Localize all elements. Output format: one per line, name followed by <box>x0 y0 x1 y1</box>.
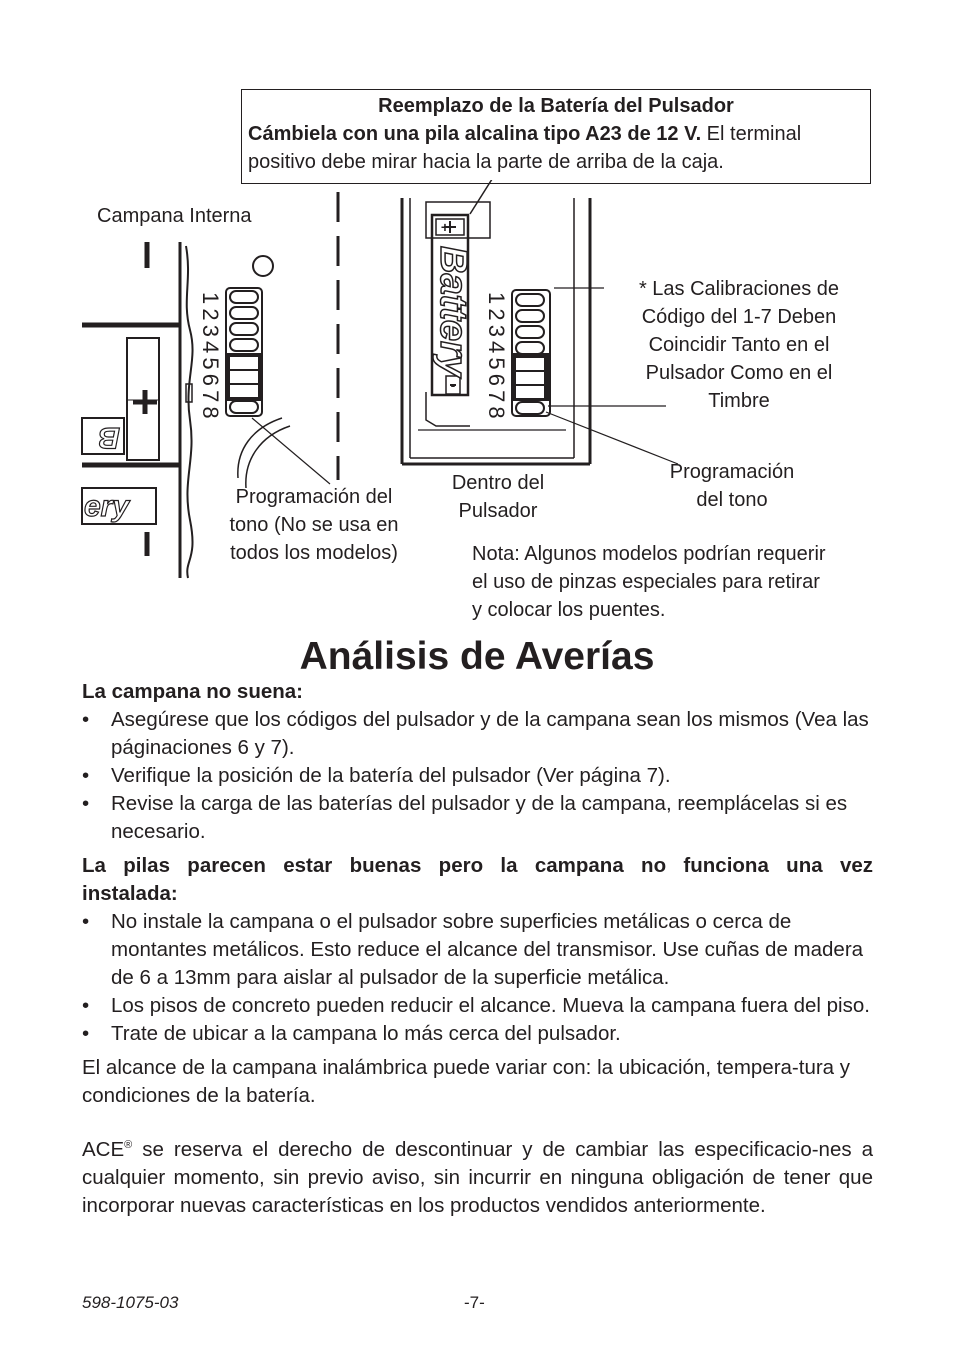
chime-wave-line <box>186 246 193 578</box>
section1-heading: La campana no suena: <box>82 680 304 703</box>
prog-left-line: Programación del <box>235 486 393 508</box>
range-note: El alcance de la campana inalámbrica puede variar con: la ubicación, tempera-tura y condiciones de la batería. <box>82 1056 851 1107</box>
list-item: • Trate de ubicar a la campana lo más cerca del pulsador. <box>82 1020 873 1048</box>
prog-tono-right-label <box>640 458 824 514</box>
leader-left-prog <box>252 418 330 484</box>
battery-plus-sign: + <box>440 219 450 235</box>
ace-text: se reserva el derecho de descontinuar y de cambiar las especificacio-nes a cualquier momento, sin previo aviso, sin incurrir en ninguna obligación de tener que incorporar nuevas características en los productos vendidos anteriormente. <box>82 1138 873 1217</box>
section1-list <box>82 706 873 846</box>
section2-list <box>82 908 873 1048</box>
callout-line2-rest: El terminal <box>701 123 802 145</box>
calib-line: Coincidir Tanto en el <box>648 334 830 356</box>
callout-line2 <box>248 120 864 148</box>
leader-right-prog <box>546 412 678 464</box>
nota-line: y colocar los puentes. <box>472 599 666 621</box>
battery-label: Battery <box>432 246 474 377</box>
ace-brand: ACE <box>82 1138 125 1161</box>
page-number: -7- <box>464 1293 485 1312</box>
dentro-line: Pulsador <box>458 500 538 522</box>
calib-line: Pulsador Como en el <box>645 362 833 384</box>
page-title: Análisis de Averías <box>299 635 655 678</box>
prog-left-line: tono (No se usa en <box>229 514 399 536</box>
calib-line: Código del 1-7 Deben <box>641 306 837 328</box>
campana-interna-label: Campana Interna <box>97 205 252 227</box>
list-item: • Los pisos de concreto pueden reducir el alcance. Mueva la campana fuera del piso. <box>82 992 873 1020</box>
list-item: • Revise la carga de las baterías del pulsador y de la campana, reemplácelas si es necesario. <box>82 790 873 846</box>
prog-right-line: del tono <box>696 489 768 511</box>
dip-numbers-right: 1 2 3 4 5 6 7 8 <box>484 292 509 418</box>
nota-line: el uso de pinzas especiales para retirar <box>472 571 820 593</box>
registered-mark: ® <box>124 1139 133 1152</box>
battery-partial-top: B <box>98 421 120 454</box>
list-item: • No instale la campana o el pulsador sobre superficies metálicas o cerca de montantes metálicos. Esto reduce el alcance del transmisor. Use cuñas de madera de 6 a 13mm para aislar al pulsador de la superficie metálica. <box>82 908 873 992</box>
list-item: • Asegúrese que los códigos del pulsador y de la campana sean los mismos (Vea las páginaciones 6 y 7). <box>82 706 873 762</box>
nota-line: Nota: Algunos modelos podrían requerir <box>472 543 826 565</box>
battery-minus-sign: - <box>450 377 456 393</box>
battery-replacement-callout <box>241 89 871 184</box>
dip-numbers-left: 1 2 3 4 5 6 7 8 <box>198 292 223 418</box>
calib-line: Timbre <box>708 390 770 412</box>
prog-left-line: todos los modelos) <box>230 542 398 564</box>
dentro-line: Dentro del <box>451 472 545 494</box>
prog-right-line: Programación <box>669 461 795 483</box>
calibration-note <box>606 275 872 415</box>
part-number: 598-1075-03 <box>82 1293 179 1312</box>
callout-title: Reemplazo de la Batería del Pulsador <box>378 95 734 117</box>
dentro-pulsador-label <box>432 469 564 525</box>
nota-label <box>472 540 882 624</box>
calib-line: * Las Calibraciones de <box>638 278 840 300</box>
dip-switch-left <box>226 288 262 416</box>
list-item: • Verifique la posición de la batería del pulsador (Ver página 7). <box>82 762 873 790</box>
callout-line2-bold: Cámbiela con una pila alcalina tipo A23 de 12 V. <box>248 123 702 145</box>
callout-line3: positivo debe mirar hacia la parte de arriba de la caja. <box>248 151 724 173</box>
battery-partial-bottom: ery <box>84 490 130 523</box>
section2-heading: La pilas parecen estar buenas pero la campana no funciona una vez instalada: <box>82 854 873 905</box>
prog-tono-left-label <box>212 483 416 567</box>
troubleshooting-body <box>82 678 873 1220</box>
ace-disclaimer <box>82 1136 873 1220</box>
dip-switch-right <box>512 290 550 416</box>
chime-indicator-circle <box>253 256 273 276</box>
